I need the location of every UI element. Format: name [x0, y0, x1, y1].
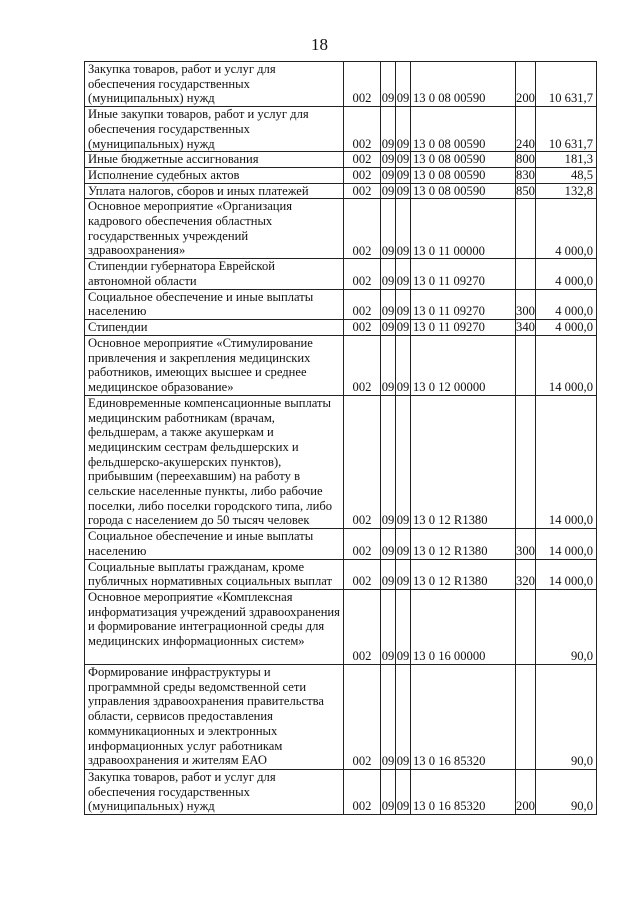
row-sum-cell: 90,0 — [536, 769, 597, 814]
row-subsection-cell: 09 — [396, 289, 411, 319]
row-grbs-cell: 002 — [344, 529, 381, 559]
row-grbs-cell: 002 — [344, 589, 381, 664]
row-subsection-cell: 09 — [396, 167, 410, 182]
row-expense-type-cell — [516, 259, 536, 289]
row-section-cell: 09 — [381, 529, 396, 559]
row-name-cell: Иные закупки товаров, работ и услуг для обеспечения государственных (муниципальных) нужд — [85, 107, 344, 152]
row-sum-cell: 14 000,0 — [536, 559, 597, 589]
row-name-cell: Основное мероприятие «Комплексная информатизация учреждений здравоохранения и формирование интеграционной среды для медицинских информационных систем» — [85, 589, 344, 664]
row-sum-cell: 14 000,0 — [536, 395, 597, 528]
table-row — [85, 107, 597, 152]
row-name-cell: Исполнение судебных актов — [85, 167, 344, 183]
table-row — [85, 259, 597, 289]
row-sum-cell: 4 000,0 — [536, 320, 597, 336]
row-sum-cell: 10 631,7 — [536, 107, 597, 152]
row-subsection-cell: 09 — [396, 335, 411, 395]
row-grbs-cell: 002 — [344, 395, 381, 528]
row-section-cell: 09 — [381, 167, 395, 182]
row-subsection-cell: 09 — [396, 199, 411, 259]
table-row — [85, 183, 597, 199]
row-sum-cell: 181,3 — [536, 152, 597, 168]
row-subsection-cell: 09 — [396, 320, 410, 335]
row-name-cell: Уплата налогов, сборов и иных платежей — [85, 183, 344, 199]
row-sum-cell: 14 000,0 — [536, 335, 597, 395]
row-grbs-cell: 002 — [344, 167, 381, 183]
row-subsection-cell: 09 — [396, 395, 411, 528]
row-sum-cell: 10 631,7 — [536, 62, 597, 107]
row-target-article-cell: 13 0 08 00590 — [411, 167, 516, 183]
row-grbs-cell: 002 — [344, 664, 381, 769]
row-target-article-cell: 13 0 12 R1380 — [411, 529, 516, 559]
row-name-cell: Закупка товаров, работ и услуг для обеспечения государственных (муниципальных) нужд — [85, 62, 344, 107]
row-expense-type-cell: 300 — [516, 529, 536, 559]
row-grbs-cell: 002 — [344, 62, 381, 107]
table-row — [85, 395, 597, 528]
table-row — [85, 664, 597, 769]
table-row — [85, 62, 597, 107]
row-section-cell: 09 — [381, 199, 396, 259]
row-expense-type-cell — [516, 199, 536, 259]
row-subsection-cell: 09 — [396, 183, 410, 198]
table-row — [85, 199, 597, 259]
budget-table — [84, 61, 597, 815]
row-target-article-cell: 13 0 08 00590 — [411, 183, 516, 199]
table-row — [85, 559, 597, 589]
row-name-cell: Стипендии губернатора Еврейской автономной области — [85, 259, 344, 289]
row-target-article-cell: 13 0 16 00000 — [411, 589, 516, 664]
row-target-article-cell: 13 0 11 09270 — [411, 289, 516, 319]
row-section-cell: 09 — [381, 395, 396, 528]
row-name-cell: Основное мероприятие «Стимулирование привлечения и закрепления медицинских работников, имеющих высшее и среднее медицинское образование» — [85, 335, 344, 395]
row-name-cell: Стипендии — [85, 320, 344, 336]
row-sum-cell: 132,8 — [536, 183, 597, 199]
row-expense-type-cell — [516, 335, 536, 395]
row-section-cell: 09 — [381, 335, 396, 395]
row-grbs-cell: 002 — [344, 289, 381, 319]
row-target-article-cell: 13 0 11 09270 — [411, 259, 516, 289]
row-expense-type-cell: 830 — [516, 167, 535, 182]
row-subsection-cell: 09 — [396, 664, 411, 769]
row-name-cell: Иные бюджетные ассигнования — [85, 152, 344, 168]
table-row — [85, 289, 597, 319]
row-subsection-cell: 09 — [396, 559, 411, 589]
row-name-cell: Единовременные компенсационные выплаты медицинским работникам (врачам, фельдшерам, а также акушеркам и медицинским сестрам фельдшерских и фельдшерско-акушерских пунктов), прибывшим (переехавшим) на работу в сельские населенные пункты, либо рабочие поселки, либо поселки городского типа, либо города с населением до 50 тысяч человек — [85, 395, 344, 528]
row-target-article-cell: 13 0 12 R1380 — [411, 395, 516, 528]
row-grbs-cell: 002 — [344, 559, 381, 589]
row-expense-type-cell: 800 — [516, 152, 535, 167]
table-row — [85, 529, 597, 559]
row-grbs-cell: 002 — [344, 259, 381, 289]
row-subsection-cell: 09 — [396, 259, 411, 289]
row-target-article-cell: 13 0 11 09270 — [411, 320, 516, 336]
row-subsection-cell: 09 — [396, 62, 411, 107]
row-section-cell: 09 — [381, 183, 395, 198]
row-subsection-cell: 09 — [396, 529, 411, 559]
row-expense-type-cell: 200 — [516, 769, 536, 814]
table-row — [85, 769, 597, 814]
row-grbs-cell: 002 — [344, 769, 381, 814]
row-target-article-cell: 13 0 12 R1380 — [411, 559, 516, 589]
row-target-article-cell: 13 0 16 85320 — [411, 769, 516, 814]
row-expense-type-cell — [516, 589, 536, 664]
row-target-article-cell: 13 0 08 00590 — [411, 62, 516, 107]
row-target-article-cell: 13 0 12 00000 — [411, 335, 516, 395]
row-expense-type-cell: 200 — [516, 62, 536, 107]
row-section-cell: 09 — [381, 259, 396, 289]
row-name-cell: Основное мероприятие «Организация кадрового обеспечения областных государственных учреждений здравоохранения» — [85, 199, 344, 259]
row-expense-type-cell — [516, 395, 536, 528]
row-target-article-cell: 13 0 16 85320 — [411, 664, 516, 769]
row-expense-type-cell: 300 — [516, 289, 536, 319]
row-target-article-cell: 13 0 08 00590 — [411, 107, 516, 152]
row-sum-cell: 48,5 — [536, 167, 597, 183]
row-name-cell: Закупка товаров, работ и услуг для обеспечения государственных (муниципальных) нужд — [85, 769, 344, 814]
row-name-cell: Социальное обеспечение и иные выплаты населению — [85, 289, 344, 319]
row-name-cell: Социальные выплаты гражданам, кроме публичных нормативных социальных выплат — [85, 559, 344, 589]
row-grbs-cell: 002 — [344, 320, 381, 336]
row-grbs-cell: 002 — [344, 335, 381, 395]
row-sum-cell: 90,0 — [536, 589, 597, 664]
table-row — [85, 320, 597, 336]
row-section-cell: 09 — [381, 289, 396, 319]
row-expense-type-cell — [516, 664, 536, 769]
row-section-cell: 09 — [381, 152, 395, 167]
table-row — [85, 589, 597, 664]
row-sum-cell: 4 000,0 — [536, 289, 597, 319]
row-expense-type-cell: 340 — [516, 320, 535, 335]
row-grbs-cell: 002 — [344, 107, 381, 152]
row-section-cell: 09 — [381, 62, 396, 107]
row-section-cell: 09 — [381, 664, 396, 769]
row-target-article-cell: 13 0 11 00000 — [411, 199, 516, 259]
row-expense-type-cell: 240 — [516, 107, 536, 152]
row-section-cell: 09 — [381, 589, 396, 664]
budget-table-body — [85, 62, 597, 815]
row-name-cell: Социальное обеспечение и иные выплаты населению — [85, 529, 344, 559]
row-subsection-cell: 09 — [396, 107, 411, 152]
table-row — [85, 335, 597, 395]
row-subsection-cell: 09 — [396, 152, 410, 167]
row-subsection-cell: 09 — [396, 589, 411, 664]
row-section-cell: 09 — [381, 769, 396, 814]
row-grbs-cell: 002 — [344, 152, 381, 168]
row-name-cell: Формирование инфраструктуры и программной среды ведомственной сети управления здравоохранения правительства области, сервисов предоставления коммуникационных и электронных информационных услуг работникам здравоохранения и жителям ЕАО — [85, 664, 344, 769]
row-section-cell: 09 — [381, 320, 395, 335]
row-sum-cell: 4 000,0 — [536, 259, 597, 289]
row-expense-type-cell: 850 — [516, 183, 535, 198]
row-sum-cell: 4 000,0 — [536, 199, 597, 259]
row-target-article-cell: 13 0 08 00590 — [411, 152, 516, 168]
page-number: 18 — [311, 35, 328, 54]
table-row — [85, 152, 597, 168]
row-expense-type-cell: 320 — [516, 559, 536, 589]
table-row — [85, 167, 597, 183]
row-section-cell: 09 — [381, 107, 396, 152]
row-sum-cell: 90,0 — [536, 664, 597, 769]
row-section-cell: 09 — [381, 559, 396, 589]
row-grbs-cell: 002 — [344, 199, 381, 259]
row-sum-cell: 14 000,0 — [536, 529, 597, 559]
row-subsection-cell: 09 — [396, 769, 411, 814]
row-grbs-cell: 002 — [344, 183, 381, 199]
